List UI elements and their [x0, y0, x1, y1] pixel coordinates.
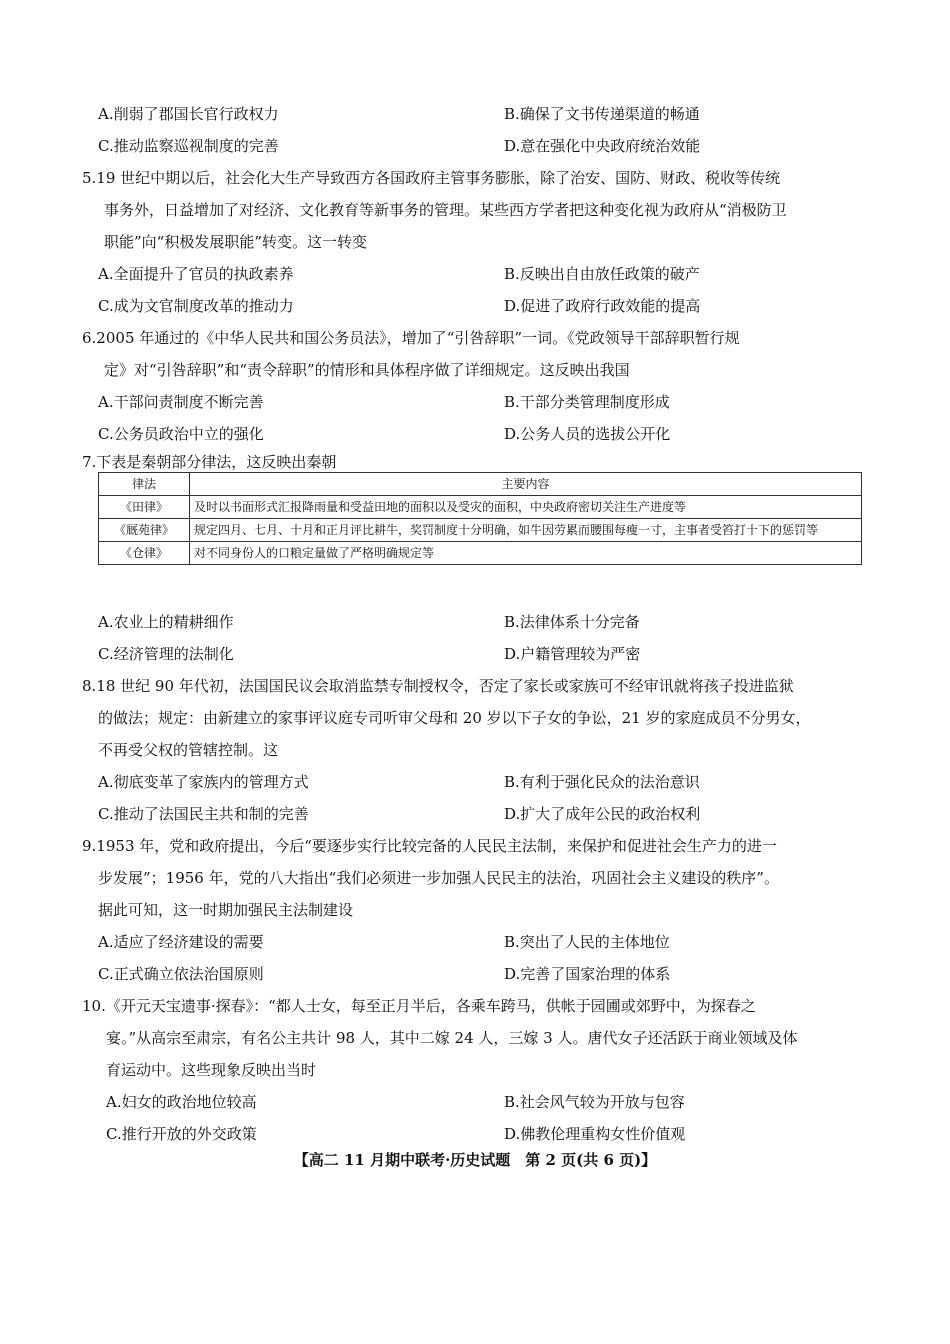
q6-stem-line: 6.2005 年通过的《中华人民共和国公务员法》，增加了“引咎辞职”一词。《党政领导干部辞职暂行规 [82, 329, 740, 347]
q6-option-d: D.公务人员的选拔公开化 [504, 425, 671, 443]
q5-stem-line: 5.19 世纪中期以后，社会化大生产导致西方各国政府主管事务膨胀，除了治安、国防、财政、税收等传统 [82, 169, 781, 187]
q8-stem-line: 的做法；规定：由新建立的家事评议庭专司听审父母和 20 岁以下子女的争讼，21 岁的家庭成员不分男女， [98, 709, 811, 727]
table-cell-content: 及时以书面形式汇报降雨量和受益田地的面积以及受灾的面积，中央政府密切关注生产进度等 [190, 496, 862, 519]
q7-option-b: B.法律体系十分完备 [504, 613, 640, 631]
q7-option-c: C.经济管理的法制化 [98, 645, 234, 663]
q9-stem-line: 据此可知，这一时期加强民主法制建设 [98, 901, 354, 919]
table-header-content: 主要内容 [190, 473, 862, 496]
q8-stem-line: 8.18 世纪 90 年代初，法国国民议会取消监禁专制授权令，否定了家长或家族可不经审讯就将孩子投进监狱 [82, 677, 794, 695]
q10-option-a: A.妇女的政治地位较高 [106, 1093, 257, 1111]
q5-option-b: B.反映出自由放任政策的破产 [504, 265, 700, 283]
table-cell-law: 《仓律》 [99, 542, 190, 565]
q9-stem-line: 9.1953 年，党和政府提出，今后“要逐步实行比较完备的人民民主法制，来保护和促进社会生产力的进一 [82, 837, 777, 855]
table-cell-law: 《厩苑律》 [99, 519, 190, 542]
q9-option-d: D.完善了国家治理的体系 [504, 965, 671, 983]
table-header-row [99, 473, 862, 496]
q10-stem-line: 宴。”从高宗至肃宗，有名公主共计 98 人，其中二嫁 24 人，三嫁 3 人。唐代女子还活跃于商业领域及体 [106, 1029, 798, 1047]
q8-option-c: C.推动了法国民主共和制的完善 [98, 805, 309, 823]
q6-option-a: A.干部问责制度不断完善 [98, 393, 264, 411]
q8-option-d: D.扩大了成年公民的政治权利 [504, 805, 701, 823]
q8-option-a: A.彻底变革了家族内的管理方式 [98, 773, 309, 791]
q4-option-a: A.削弱了郡国长官行政权力 [98, 105, 279, 123]
q10-option-c: C.推行开放的外交政策 [106, 1125, 257, 1143]
q10-stem-line: 育运动中。这些现象反映出当时 [106, 1061, 317, 1079]
table-cell-law: 《田律》 [99, 496, 190, 519]
q4-option-d: D.意在强化中央政府统治效能 [504, 137, 701, 155]
q9-stem-line: 步发展”；1956 年，党的八大指出“我们必须进一步加强人民民主的法治，巩固社会主义建设的秩序”。 [98, 869, 779, 887]
q5-stem [82, 168, 882, 264]
q6-stem-line: 定》对“引咎辞职”和“责令辞职”的情形和具体程序做了详细规定。这反映出我国 [104, 361, 630, 379]
q6-option-c: C.公务员政治中立的强化 [98, 425, 264, 443]
q6-option-b: B.干部分类管理制度形成 [504, 393, 670, 411]
table-row [99, 496, 862, 519]
table-row [99, 542, 862, 565]
q5-stem-line: 事务外，日益增加了对经济、文化教育等新事务的管理。某些西方学者把这种变化视为政府从“消极防卫 [104, 201, 787, 219]
q5-option-a: A.全面提升了官员的执政素养 [98, 265, 294, 283]
qin-law-table [98, 472, 862, 565]
q9-option-b: B.突出了人民的主体地位 [504, 933, 670, 951]
q10-stem-line: 10.《开元天宝遗事·探春》：“都人士女，每至正月半后，各乘车跨马，供帐于园圃或郊野中，为探春之 [82, 997, 756, 1015]
q10-option-d: D.佛教伦理重构女性价值观 [504, 1125, 686, 1143]
table-row [99, 519, 862, 542]
q10-stem [82, 996, 882, 1092]
q8-stem [82, 676, 882, 772]
q5-option-d: D.促进了政府行政效能的提高 [504, 297, 701, 315]
table-header-law: 律法 [99, 473, 190, 496]
q4-option-c: C.推动监察巡视制度的完善 [98, 137, 279, 155]
q9-option-a: A.适应了经济建设的需要 [98, 933, 264, 951]
q10-option-b: B.社会风气较为开放与包容 [504, 1093, 685, 1111]
table-cell-content: 规定四月、七月、十月和正月评比耕牛，奖罚制度十分明确，如牛因劳累而腰围每瘦一寸，主事者受笞打十下的惩罚等 [190, 519, 862, 542]
q9-option-c: C.正式确立依法治国原则 [98, 965, 264, 983]
q6-stem [82, 328, 882, 392]
table-cell-content: 对不同身份人的口粮定量做了严格明确规定等 [190, 542, 862, 565]
q8-option-b: B.有利于强化民众的法治意识 [504, 773, 700, 791]
q5-option-c: C.成为文官制度改革的推动力 [98, 297, 294, 315]
page-footer: 【高二 11 月期中联考·历史试题 第 2 页(共 6 页)】 [293, 1151, 657, 1169]
q5-stem-line: 职能”向“积极发展职能”转变。这一转变 [104, 233, 368, 251]
q7-option-d: D.户籍管理较为严密 [504, 645, 641, 663]
q7-stem: 7.下表是秦朝部分律法，这反映出秦朝 [82, 453, 337, 471]
q8-stem-line: 不再受父权的管辖控制。这 [98, 741, 279, 759]
q7-option-a: A.农业上的精耕细作 [98, 613, 234, 631]
q4-option-b: B.确保了文书传递渠道的畅通 [504, 105, 700, 123]
q9-stem [82, 836, 882, 932]
